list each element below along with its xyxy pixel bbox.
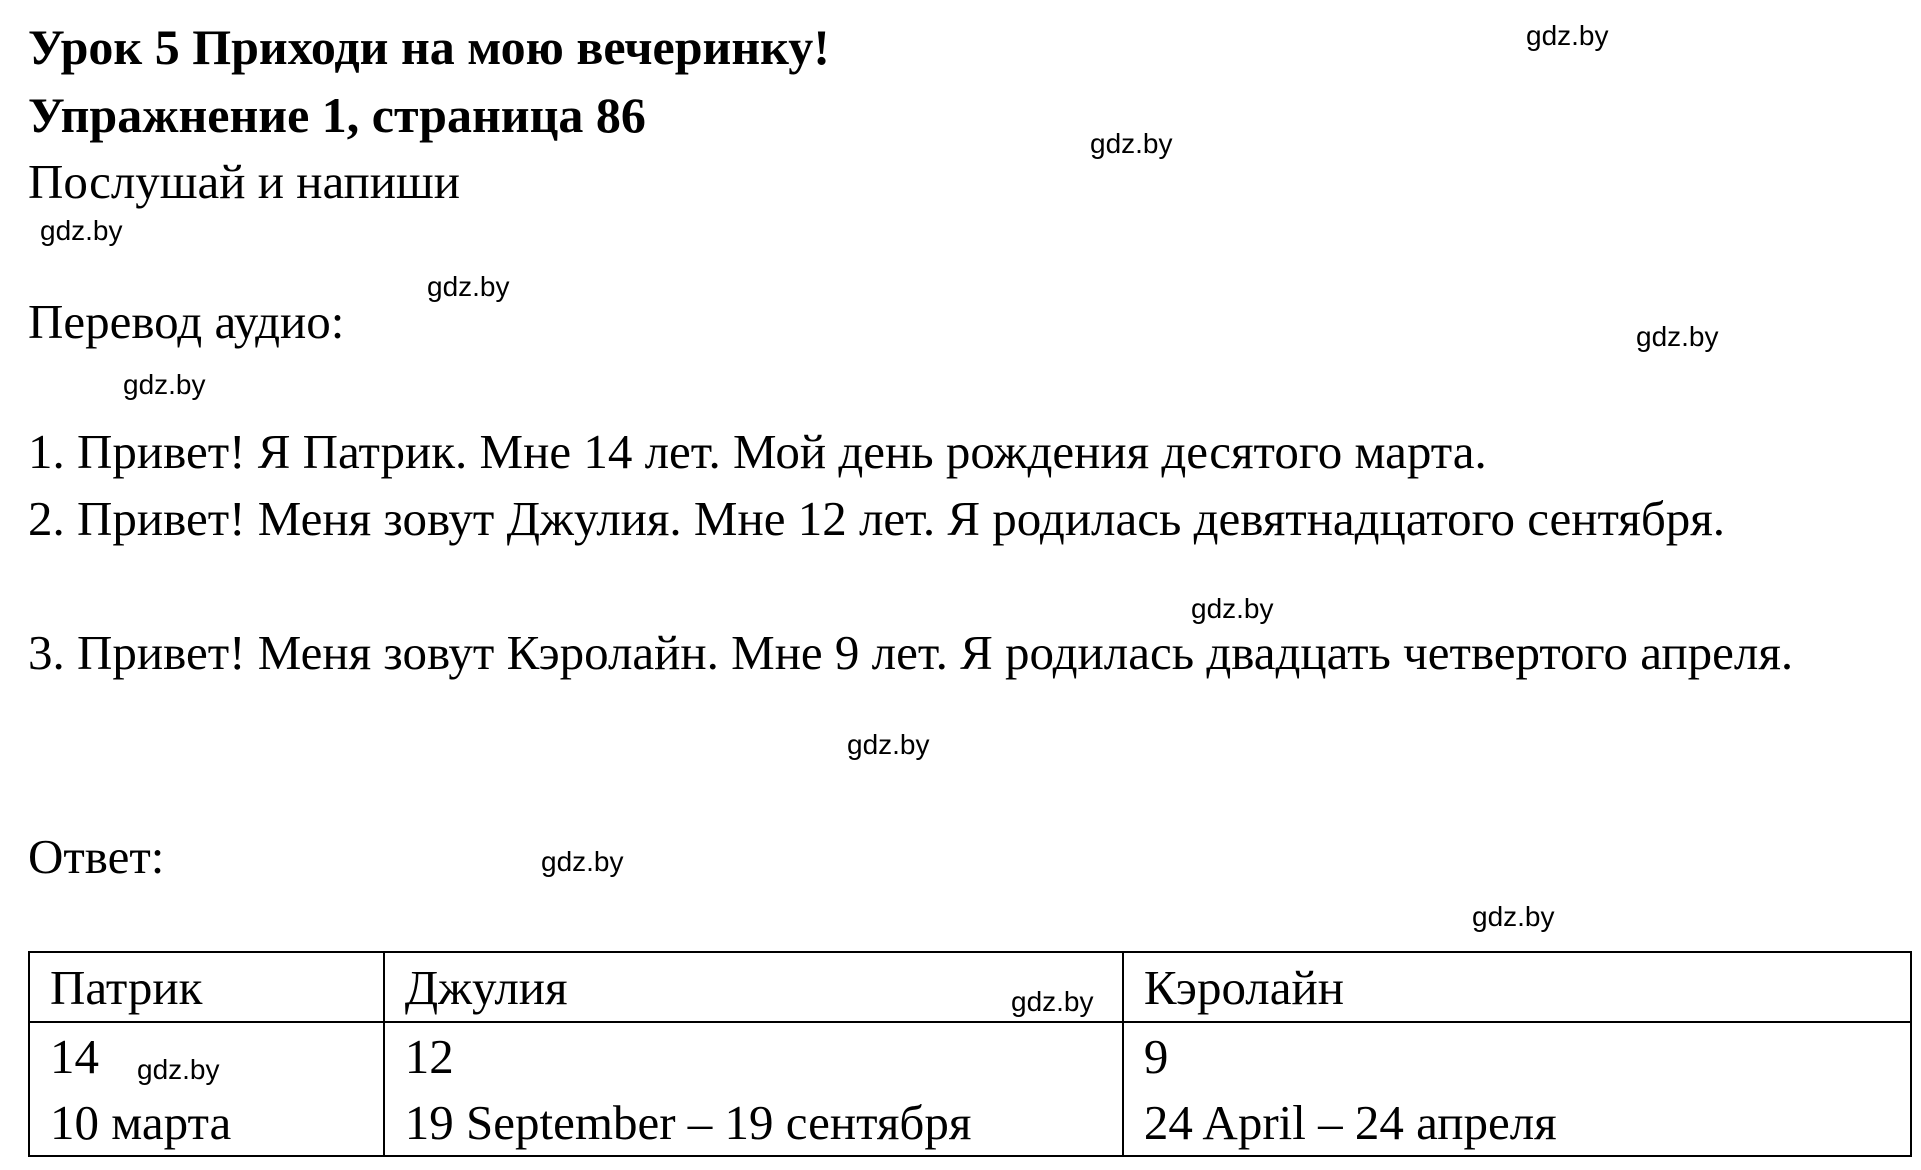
- table-row: [29, 1022, 1911, 1089]
- table-header-cell: Кэролайн: [1123, 952, 1911, 1022]
- instruction-text: Послушай и напиши: [28, 154, 460, 209]
- table-header-cell: Джулия: [384, 952, 1123, 1022]
- watermark: gdz.by: [1636, 321, 1719, 352]
- lesson-title: Урок 5 Приходи на мою вечеринку!: [28, 19, 830, 75]
- audio-line-1: 1. Привет! Я Патрик. Мне 14 лет. Мой день рождения десятого марта.: [28, 424, 1487, 479]
- watermark: gdz.by: [541, 846, 624, 877]
- table-cell: 12: [384, 1022, 1123, 1089]
- watermark: gdz.by: [123, 369, 206, 400]
- audio-line-3: 3. Привет! Меня зовут Кэролайн. Мне 9 лет. Я родилась двадцать четвертого апреля.: [28, 625, 1794, 680]
- exercise-title: Упражнение 1, страница 86: [28, 87, 646, 143]
- table-row: [29, 1089, 1911, 1156]
- watermark: gdz.by: [427, 271, 510, 302]
- watermark: gdz.by: [1472, 901, 1555, 932]
- table-cell: 19 September – 19 сентября: [384, 1089, 1123, 1156]
- watermark: gdz.by: [1011, 986, 1094, 1017]
- table-cell: 10 марта: [29, 1089, 384, 1156]
- watermark: gdz.by: [1526, 20, 1609, 51]
- table-cell: 9: [1123, 1022, 1911, 1089]
- table-header-cell: Патрик: [29, 952, 384, 1022]
- watermark: gdz.by: [1090, 128, 1173, 159]
- watermark: gdz.by: [137, 1054, 220, 1085]
- audio-heading: Перевод аудио:: [28, 294, 345, 349]
- answer-heading: Ответ:: [28, 829, 165, 884]
- answer-table: [28, 951, 1912, 1157]
- watermark: gdz.by: [40, 215, 123, 246]
- table-cell: 24 April – 24 апреля: [1123, 1089, 1911, 1156]
- table-cell: 14: [29, 1022, 384, 1089]
- watermark: gdz.by: [847, 729, 930, 760]
- audio-line-2: 2. Привет! Меня зовут Джулия. Мне 12 лет. Я родилась девятнадцатого сентября.: [28, 491, 1726, 546]
- watermark: gdz.by: [1191, 593, 1274, 624]
- table-header-row: [29, 952, 1911, 1022]
